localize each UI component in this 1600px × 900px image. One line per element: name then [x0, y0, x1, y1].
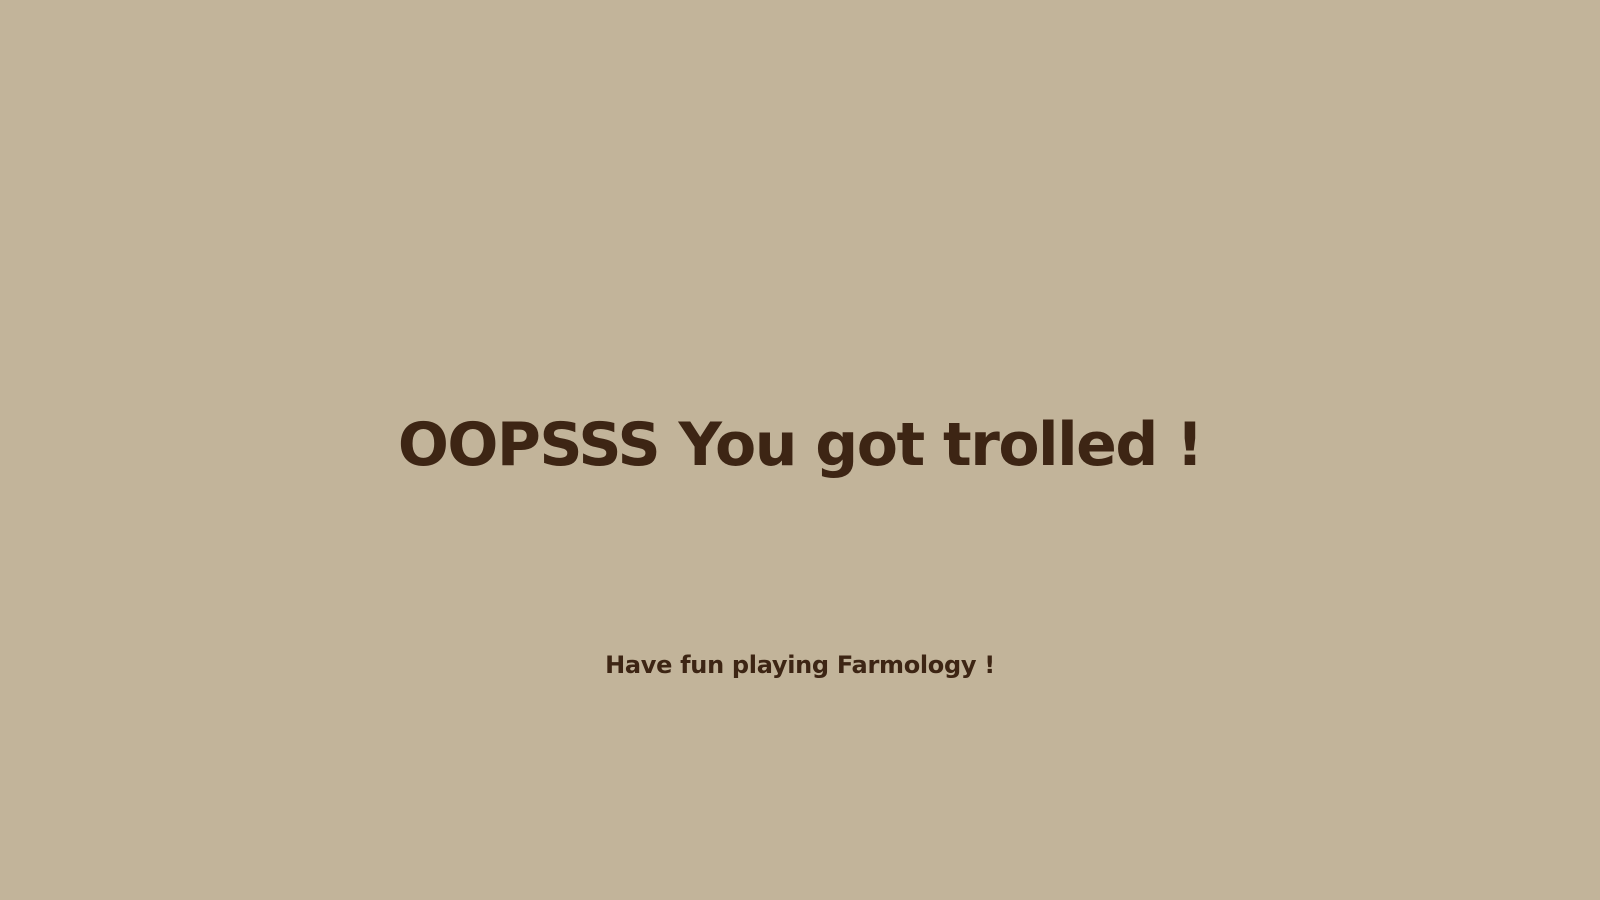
page-headline: OOPSSS You got trolled ! [397, 410, 1203, 480]
page-subline: Have fun playing Farmology ! [605, 651, 995, 679]
